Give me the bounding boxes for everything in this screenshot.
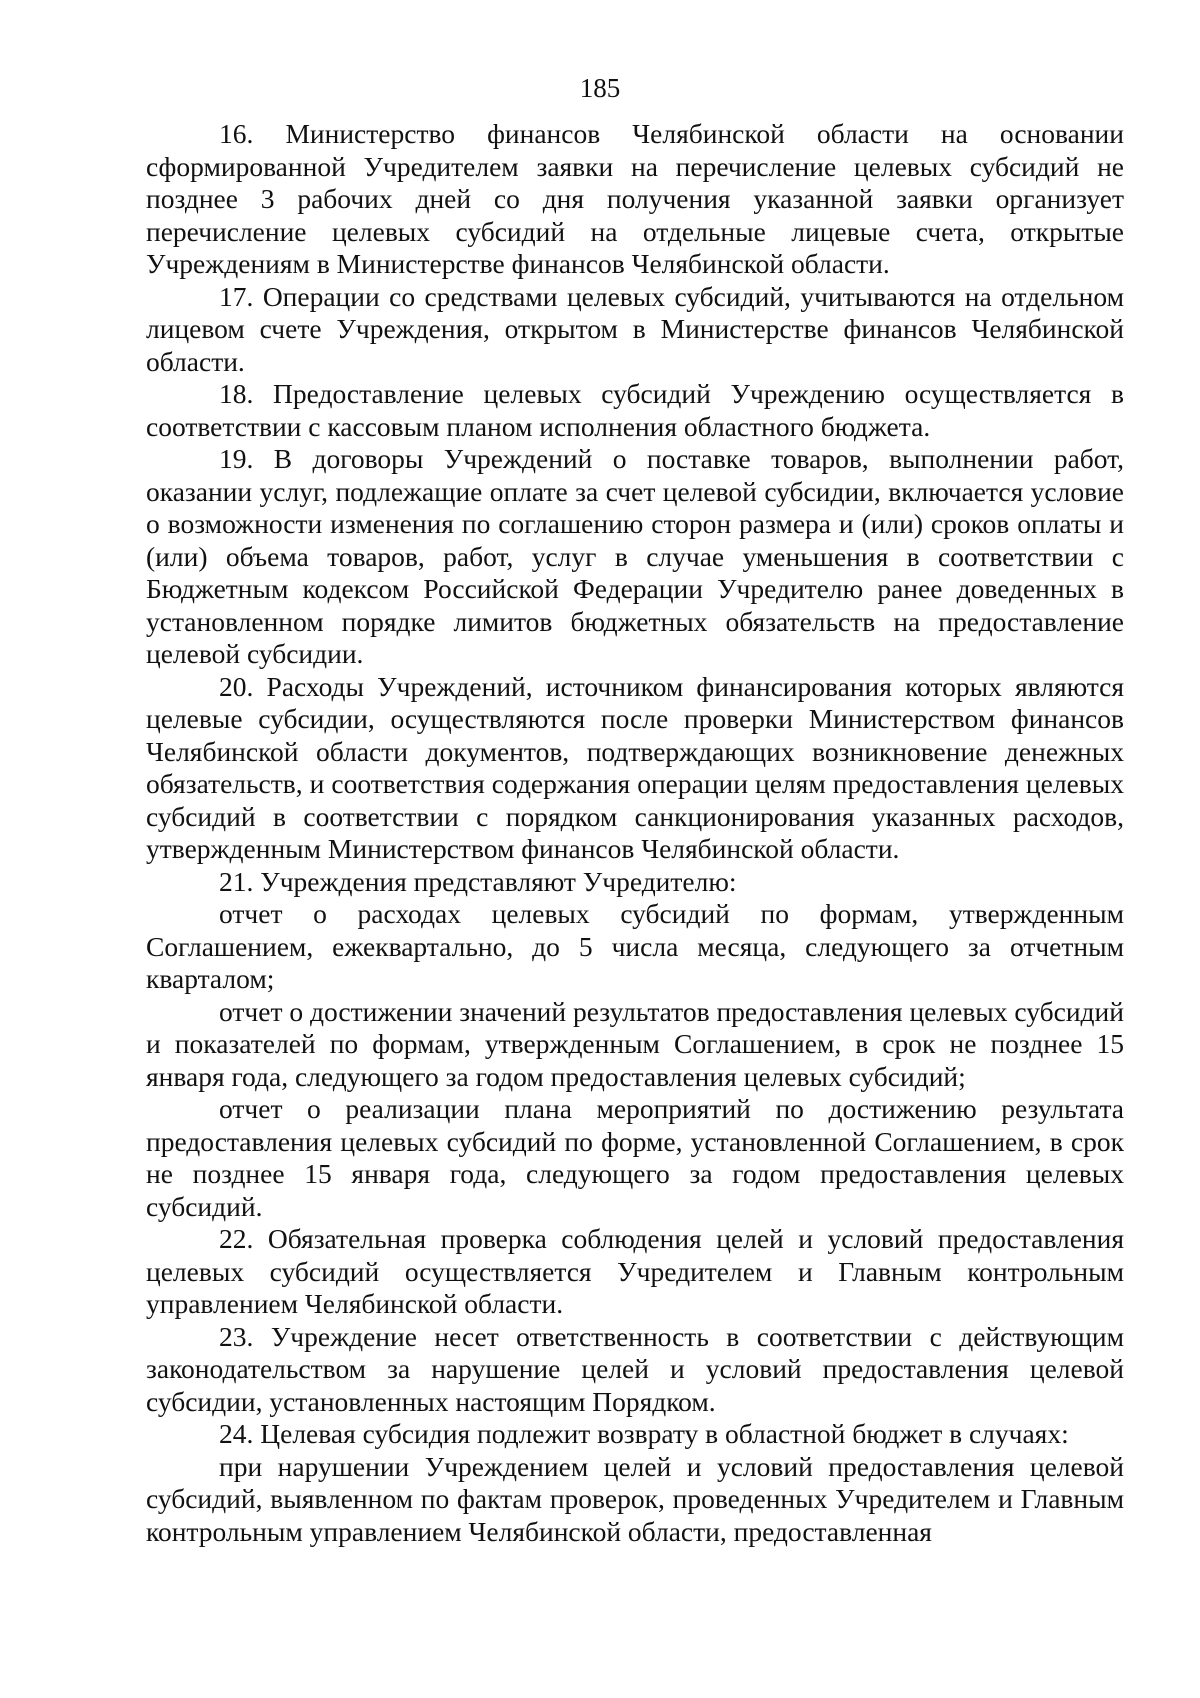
paragraph-17: 17. Операции со средствами целевых субсидий, учитываются на отдельном лицевом счете Учреждения, открытом в Министерстве финансов Челябинской области.	[146, 280, 1124, 377]
paragraph-21-report-plan: отчет о реализации плана мероприятий по достижению результата предоставления целевых субсидий по форме, установленной Соглашением, в срок не позднее 15 января года, следующего за годом предоставления целевых субсидий.	[146, 1093, 1124, 1222]
paragraph-19: 19. В договоры Учреждений о поставке товаров, выполнении работ, оказании услуг, подлежащие оплате за счет целевой субсидии, включается условие о возможности изменения по соглашению сторон размера и (или) сроков оплаты и (или) объема товаров, работ, услуг в случае уменьшения в соответствии с Бюджетным кодексом Российской Федерации Учредителю ранее доведенных в установленном порядке лимитов бюджетных обязательств на предоставление целевой субсидии.	[146, 443, 1124, 669]
paragraph-24-case-violation: при нарушении Учреждением целей и условий предоставления целевой субсидий, выявленном по фактам проверок, проведенных Учредителем и Главным контрольным управлением Челябинской области, предоставленная	[146, 1450, 1124, 1547]
paragraph-21: 21. Учреждения представляют Учредителю:	[219, 865, 737, 897]
paragraph-18: 18. Предоставление целевых субсидий Учреждению осуществляется в соответствии с кассовым планом исполнения областного бюджета.	[146, 378, 1124, 442]
paragraph-21-report-expenses: отчет о расходах целевых субсидий по формам, утвержденным Соглашением, ежеквартально, до 5 числа месяца, следующего за отчетным кварталом;	[146, 898, 1124, 994]
paragraph-20: 20. Расходы Учреждений, источником финансирования которых являются целевые субсидии, осуществляются после проверки Министерством финансов Челябинской области документов, подтверждающих возникновение денежных обязательств, и соответствия содержания операции целям предоставления целевых субсидий в соответствии с порядком санкционирования указанных расходов, утвержденным Министерством финансов Челябинской области.	[146, 670, 1124, 864]
document-body	[146, 118, 1124, 1548]
paragraph-21-report-results: отчет о достижении значений результатов предоставления целевых субсидий и показателей по формам, утвержденным Соглашением, в срок не позднее 15 января года, следующего за годом предоставления целевых субсидий;	[146, 995, 1124, 1092]
paragraph-23: 23. Учреждение несет ответственность в соответствии с действующим законодательством за нарушение целей и условий предоставления целевой субсидии, установленных настоящим Порядком.	[146, 1320, 1124, 1417]
page-number: 185	[579, 73, 621, 103]
paragraph-24: 24. Целевая субсидия подлежит возврату в областной бюджет в случаях:	[219, 1418, 1069, 1449]
paragraph-22: 22. Обязательная проверка соблюдения целей и условий предоставления целевых субсидий осуществляется Учредителем и Главным контрольным управлением Челябинской области.	[146, 1223, 1124, 1319]
paragraph-16: 16. Министерство финансов Челябинской области на основании сформированной Учредителем заявки на перечисление целевых субсидий не позднее 3 рабочих дней со дня получения указанной заявки организует перечисление целевых субсидий на отдельные лицевые счета, открытые Учреждениям в Министерстве финансов Челябинской области.	[146, 118, 1124, 279]
